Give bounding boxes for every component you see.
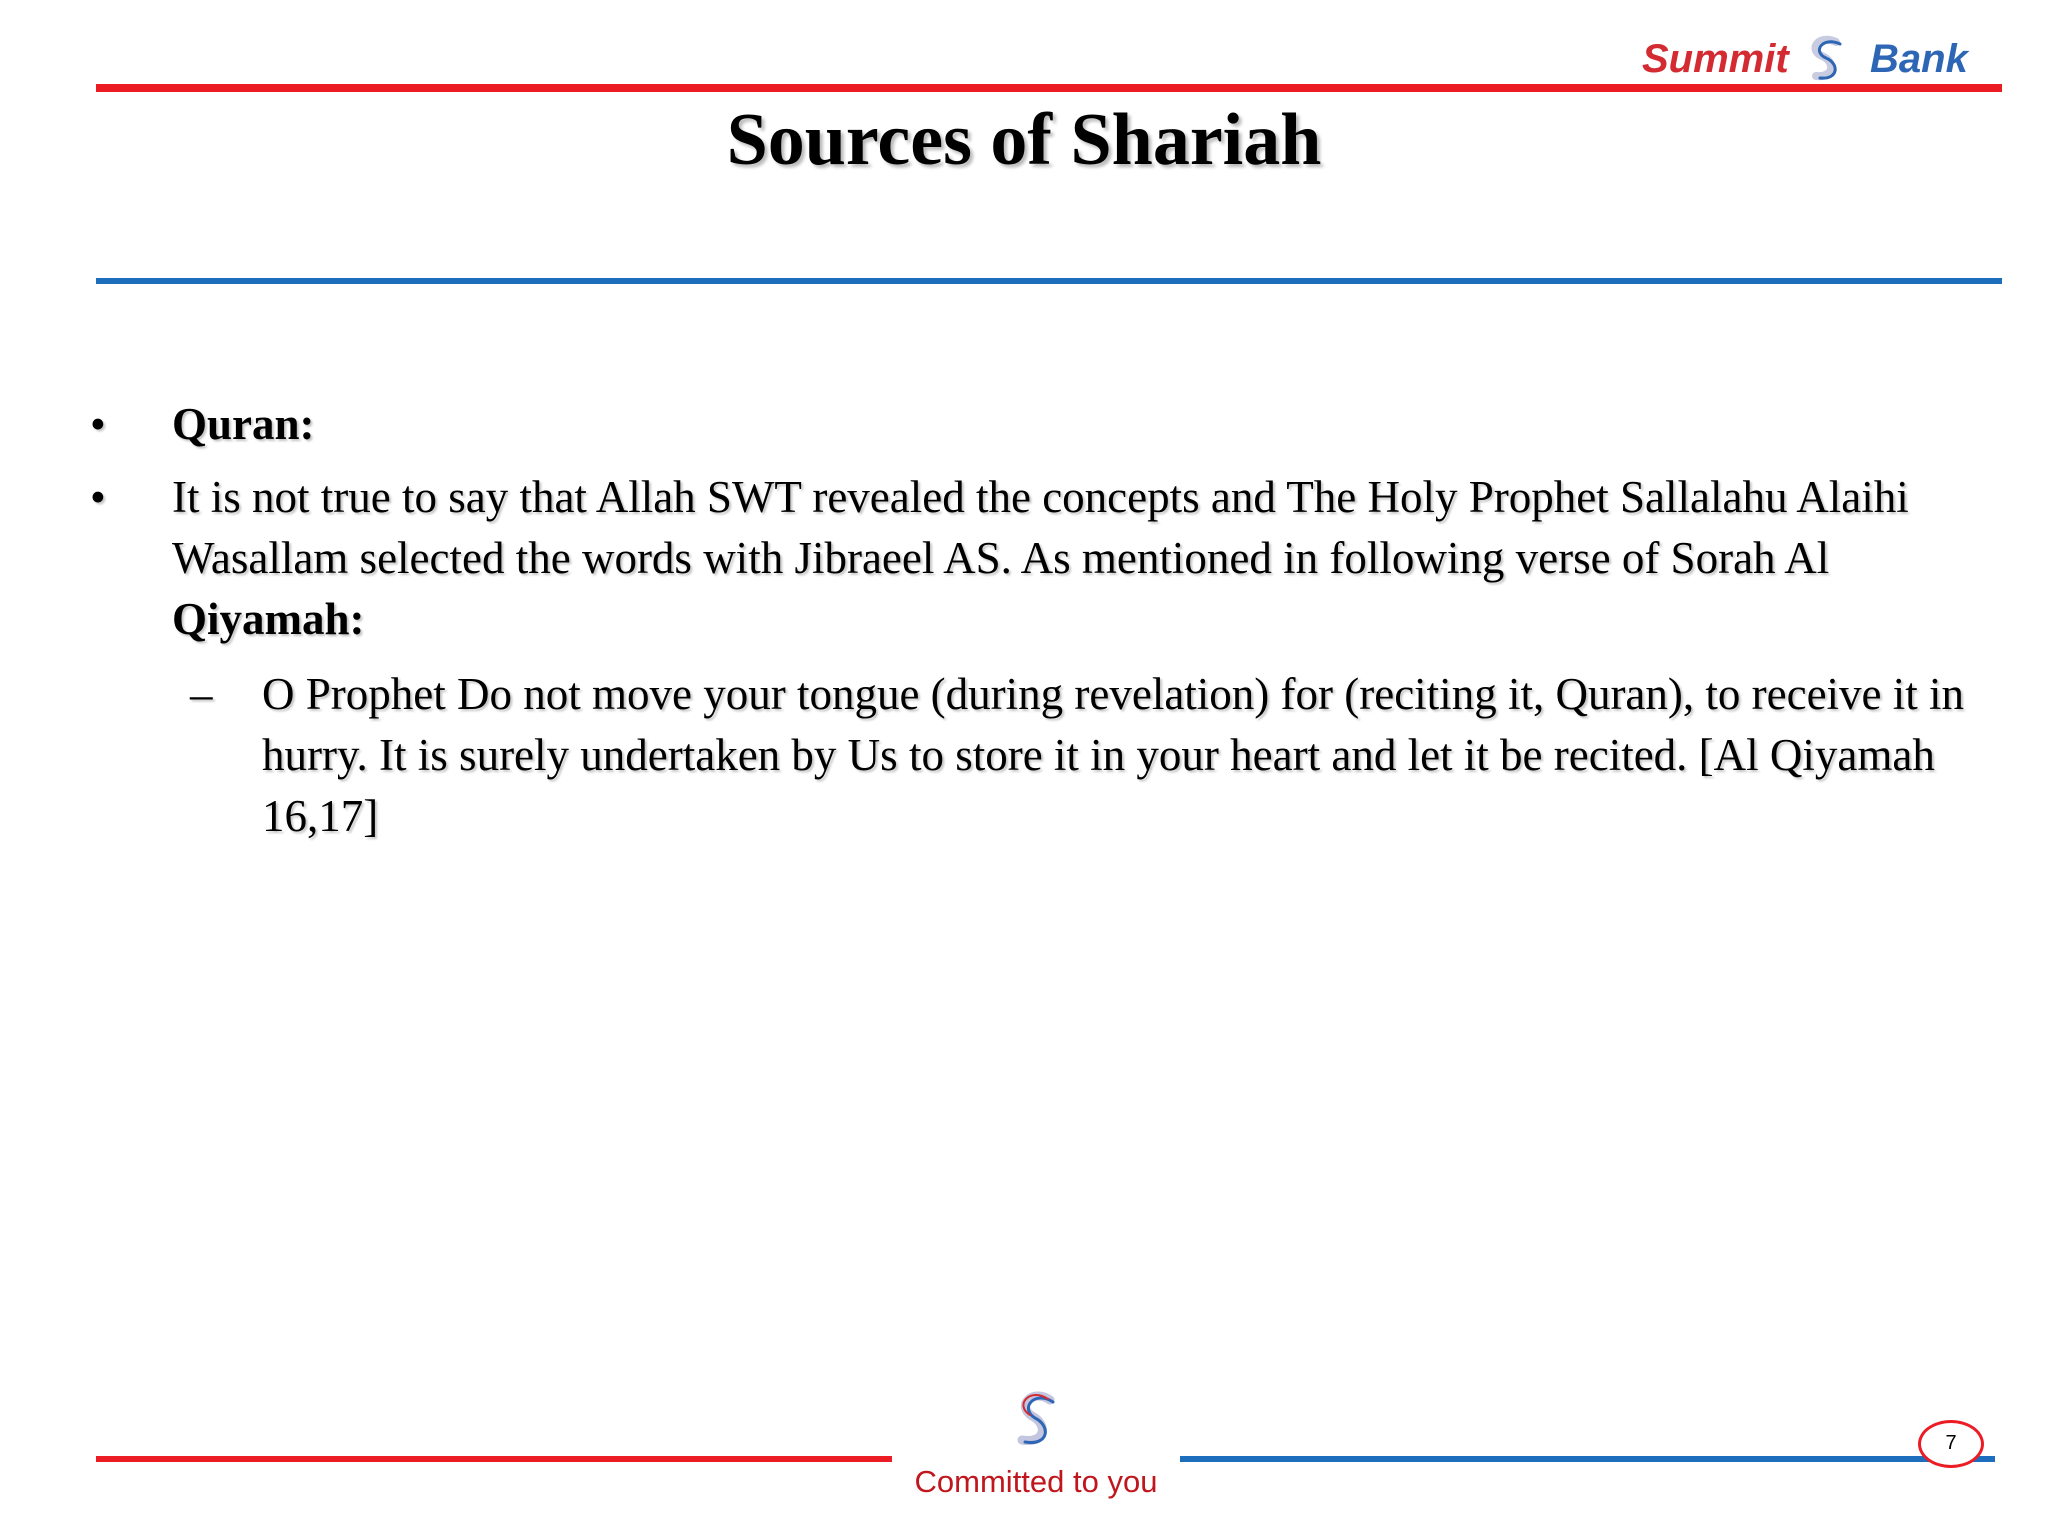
logo-text-bank: Bank — [1870, 37, 1968, 81]
bullet-item-quran — [90, 394, 1970, 455]
summit-bank-logo — [1640, 28, 2000, 88]
header-blue-rule — [96, 278, 2002, 284]
logo-text-summit: Summit — [1642, 37, 1789, 81]
bullet-heading: Quran: — [172, 399, 315, 449]
sub-bullet-text: O Prophet Do not move your tongue (during revelation) for (reciting it, Quran), to receive it in hurry. It is surely undertaken by Us to store it in your heart and let it be recited. [Al Qiyamah 16,17] — [262, 669, 1965, 841]
page-number: 7 — [1918, 1420, 1984, 1468]
footer-red-rule — [96, 1456, 892, 1462]
footer-tagline: Committed to you — [914, 1464, 1158, 1499]
footer-s-logo-icon — [1010, 1390, 1062, 1452]
bullet-marker: • — [90, 472, 106, 522]
footer-blue-rule — [1180, 1456, 1995, 1462]
bullet-item-explanation — [90, 467, 1970, 650]
header-red-rule — [96, 84, 2002, 92]
bullet-text-bold: Qiyamah: — [172, 594, 365, 644]
slide-body — [90, 394, 1970, 847]
bullet-marker: • — [90, 399, 106, 449]
logo-s-icon — [1815, 40, 1840, 78]
slide-title: Sources of Shariah — [726, 99, 1322, 181]
sub-bullet-marker: – — [190, 669, 213, 719]
sub-bullet-verse — [90, 664, 1970, 847]
bullet-text: It is not true to say that Allah SWT revealed the concepts and The Holy Prophet Sallalahu Alaihi Wasallam selected the words with Jibraeel AS. As mentioned in following verse of Sorah Al — [172, 472, 1909, 583]
